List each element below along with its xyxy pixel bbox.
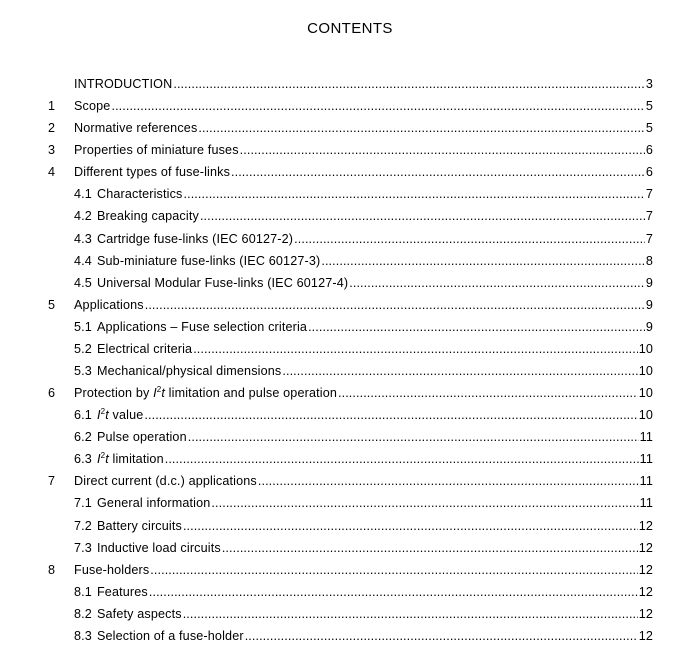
toc-entry-title-symbol: t — [161, 386, 166, 401]
toc-entry-number: 4 — [48, 165, 56, 180]
toc-entry-title: Characteristics — [96, 187, 183, 202]
dot-leader — [173, 73, 644, 95]
toc-entry-page-number: 11 — [639, 430, 653, 445]
toc-entry-number: 6.2 — [74, 430, 92, 445]
toc-entry-title: Safety aspects — [96, 606, 182, 621]
dot-leader — [198, 117, 644, 139]
toc-entry-number: 7 — [48, 474, 56, 489]
toc-entry-page-number: 6 — [645, 143, 653, 158]
toc-entry-page-number: 7 — [645, 231, 653, 246]
dot-leader — [111, 95, 644, 117]
toc-entry-title: Pulse operation — [96, 430, 187, 445]
toc-entry-title — [97, 448, 164, 470]
toc-entry[interactable] — [48, 205, 653, 227]
dot-leader — [145, 294, 645, 316]
toc-entry-number: 8 — [48, 562, 56, 577]
toc-entry-title-symbol: t — [105, 452, 109, 467]
toc-entry-title: Features — [96, 584, 148, 599]
toc-entry-title: Fuse-holders — [74, 562, 150, 577]
toc-entry[interactable] — [48, 492, 653, 514]
dot-leader — [188, 426, 639, 448]
toc-entry[interactable] — [48, 250, 653, 272]
toc-entry-number: 7.2 — [74, 518, 92, 533]
toc-entry[interactable] — [48, 117, 653, 139]
toc-entry-number: 4.4 — [74, 253, 92, 268]
toc-entry-title: Scope — [74, 99, 111, 114]
toc-entry-page-number: 11 — [639, 474, 653, 489]
dot-leader — [183, 603, 638, 625]
toc-entry-number: 6 — [48, 386, 56, 401]
toc-entry-title: Sub-miniature fuse-links (IEC 60127-3) — [96, 253, 321, 268]
dot-leader — [149, 581, 638, 603]
toc-entry-number: 5 — [48, 297, 56, 312]
toc-entry[interactable] — [48, 581, 653, 603]
toc-entry[interactable] — [48, 515, 653, 537]
toc-entry-page-number: 9 — [645, 297, 653, 312]
toc-entry[interactable] — [48, 426, 653, 448]
toc-entry[interactable] — [48, 360, 653, 382]
toc-entry-number: 7.1 — [74, 496, 92, 511]
toc-entry-page-number: 10 — [638, 408, 653, 423]
toc-entry-number: 4.3 — [74, 231, 92, 246]
table-of-contents — [48, 73, 653, 647]
dot-leader — [258, 470, 639, 492]
toc-entry[interactable] — [48, 448, 653, 470]
dot-leader — [240, 139, 645, 161]
toc-entry-title: INTRODUCTION — [74, 77, 173, 91]
toc-entry-title: Applications — [74, 297, 144, 312]
toc-entry-title: Properties of miniature fuses — [74, 143, 239, 158]
toc-entry-title: Normative references — [74, 121, 198, 136]
toc-entry-page-number: 12 — [638, 584, 653, 599]
toc-entry-title-superscript: 2 — [100, 451, 106, 461]
dot-leader — [338, 382, 638, 404]
toc-entry-page-number: 11 — [639, 452, 653, 467]
toc-entry-title-superscript: 2 — [156, 385, 162, 395]
toc-entry-title: General information — [96, 496, 211, 511]
toc-entry-page-number: 12 — [638, 518, 653, 533]
toc-entry-title: Cartridge fuse-links (IEC 60127-2) — [96, 231, 294, 246]
toc-entry-page-number: 12 — [638, 540, 653, 555]
toc-entry[interactable] — [48, 228, 653, 250]
toc-entry-title — [97, 404, 143, 426]
toc-entry[interactable] — [48, 338, 653, 360]
toc-entry-title-text: limitation — [108, 452, 164, 467]
toc-entry-number: 5.1 — [74, 319, 92, 334]
dot-leader — [231, 161, 645, 183]
toc-entry-title-text: Protection by — [74, 386, 154, 401]
toc-entry-number: 6.3 — [74, 452, 92, 467]
toc-entry-page-number: 5 — [645, 121, 653, 136]
toc-entry-page-number: 11 — [639, 496, 653, 511]
toc-entry[interactable] — [48, 382, 653, 404]
dot-leader — [144, 404, 637, 426]
toc-entry-number: 4.2 — [74, 209, 92, 224]
dot-leader — [150, 559, 637, 581]
toc-entry-title-symbol: I — [153, 386, 157, 401]
toc-entry-page-number: 12 — [638, 562, 653, 577]
toc-entry[interactable] — [48, 404, 653, 426]
toc-entry-title: Breaking capacity — [96, 209, 199, 224]
toc-entry[interactable] — [48, 183, 653, 205]
toc-entry-title — [74, 382, 337, 404]
toc-entry[interactable] — [48, 559, 653, 581]
toc-entry-title-text: value — [108, 408, 144, 423]
dot-leader — [245, 625, 638, 647]
toc-entry-page-number: 10 — [638, 386, 653, 401]
toc-entry-title-symbol: t — [105, 408, 109, 423]
toc-entry-page-number: 10 — [638, 341, 653, 356]
toc-entry-number: 5.2 — [74, 341, 92, 356]
dot-leader — [222, 537, 638, 559]
toc-entry-page-number: 12 — [638, 628, 653, 643]
toc-entry-title: Universal Modular Fuse-links (IEC 60127-4) — [96, 275, 349, 290]
toc-entry-title: Different types of fuse-links — [74, 165, 231, 180]
toc-entry-page-number: 6 — [645, 165, 653, 180]
toc-entry-page-number: 9 — [645, 275, 653, 290]
dot-leader — [200, 205, 645, 227]
toc-entry-page-number: 7 — [645, 209, 653, 224]
toc-entry[interactable] — [48, 316, 653, 338]
page-title: CONTENTS — [307, 20, 393, 37]
toc-entry-number: 4.5 — [74, 275, 92, 290]
toc-entry-title: Electrical criteria — [96, 341, 193, 356]
dot-leader — [211, 492, 638, 514]
dot-leader — [321, 250, 644, 272]
toc-entry-page-number: 12 — [638, 606, 653, 621]
dot-leader — [183, 515, 638, 537]
toc-entry-page-number: 8 — [645, 253, 653, 268]
toc-entry-title: Selection of a fuse-holder — [96, 628, 244, 643]
toc-entry-number: 3 — [48, 143, 56, 158]
toc-entry-page-number: 3 — [645, 77, 653, 91]
toc-entry-page-number: 10 — [638, 364, 653, 379]
toc-entry-number: 8.3 — [74, 628, 92, 643]
toc-entry-title: Battery circuits — [96, 518, 182, 533]
toc-entry[interactable] — [48, 537, 653, 559]
toc-entry-title: Direct current (d.c.) applications — [74, 474, 257, 489]
toc-entry[interactable] — [48, 161, 653, 183]
toc-entry-number: 6.1 — [74, 408, 92, 423]
dot-leader — [184, 183, 645, 205]
toc-entry[interactable] — [48, 603, 653, 625]
toc-entry-page-number: 7 — [645, 187, 653, 202]
toc-entry-title: Inductive load circuits — [96, 540, 221, 555]
dot-leader — [349, 272, 645, 294]
toc-entry[interactable] — [48, 294, 653, 316]
toc-entry-page-number: 9 — [645, 319, 653, 334]
toc-entry-number: 2 — [48, 121, 56, 136]
dot-leader — [308, 316, 645, 338]
toc-entry[interactable] — [48, 470, 653, 492]
toc-entry-title: Mechanical/physical dimensions — [96, 364, 282, 379]
toc-entry-number: 8.1 — [74, 584, 92, 599]
toc-entry-number: 5.3 — [74, 364, 92, 379]
toc-entry[interactable] — [48, 73, 653, 95]
toc-entry[interactable] — [48, 625, 653, 647]
toc-entry-title-symbol: I — [96, 408, 101, 423]
toc-entry-title: Applications – Fuse selection criteria — [96, 319, 308, 334]
toc-entry-number: 7.3 — [74, 540, 92, 555]
dot-leader — [193, 338, 637, 360]
toc-entry[interactable] — [48, 139, 653, 161]
toc-entry-number: 8.2 — [74, 606, 92, 621]
toc-entry-page-number: 5 — [645, 99, 653, 114]
toc-entry-number: 4.1 — [74, 187, 92, 202]
toc-entry-title-text: limitation and pulse operation — [165, 386, 338, 401]
toc-entry[interactable] — [48, 272, 653, 294]
toc-entry-title-superscript: 2 — [100, 407, 106, 417]
dot-leader — [294, 228, 645, 250]
toc-entry-title-symbol: I — [96, 452, 101, 467]
toc-entry[interactable] — [48, 95, 653, 117]
dot-leader — [282, 360, 637, 382]
dot-leader — [165, 448, 639, 470]
toc-entry-number: 1 — [48, 99, 56, 114]
